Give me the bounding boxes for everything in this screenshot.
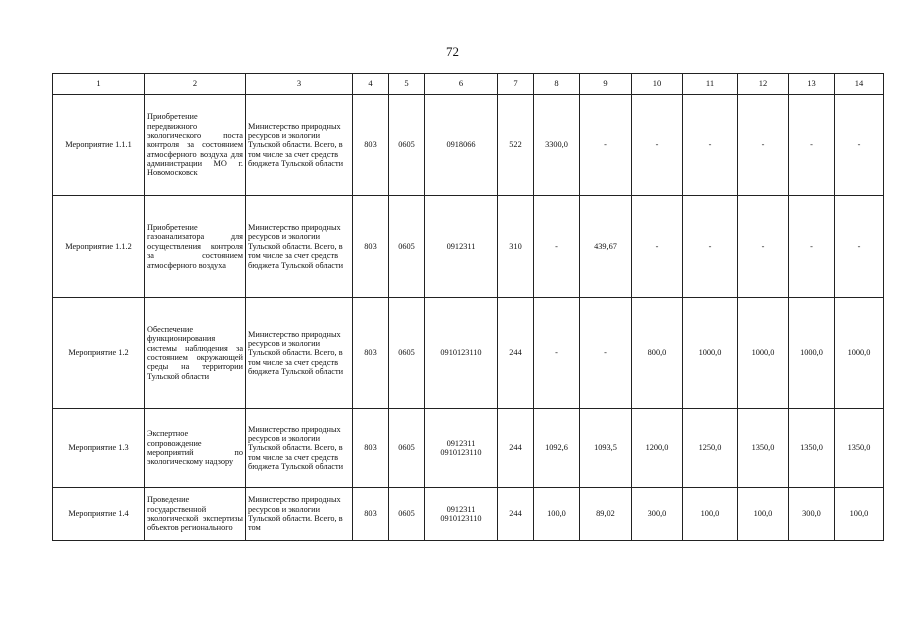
value-cell: 1250,0 (683, 409, 738, 488)
value-cell: 1350,0 (835, 409, 884, 488)
vr-code: 522 (498, 95, 534, 196)
value-cell: - (534, 298, 580, 409)
column-header: 12 (738, 74, 789, 95)
column-header: 1 (53, 74, 145, 95)
vr-code: 244 (498, 409, 534, 488)
column-header: 3 (246, 74, 353, 95)
page-number: 72 (446, 44, 459, 59)
event-description: Приобретение газоанализатора для осуществления контроля за состоянием атмосферного воздуха (145, 196, 246, 298)
value-cell: - (580, 298, 632, 409)
column-header: 2 (145, 74, 246, 95)
header-row (53, 74, 884, 95)
value-cell: - (835, 95, 884, 196)
rzpr-code: 0605 (389, 196, 425, 298)
value-cell: 300,0 (632, 488, 683, 541)
value-cell: 100,0 (835, 488, 884, 541)
value-cell: - (789, 95, 835, 196)
csr-code: 0912311 (425, 196, 498, 298)
table-row (53, 488, 884, 541)
column-header: 11 (683, 74, 738, 95)
value-cell: - (835, 196, 884, 298)
grbs-code: 803 (353, 409, 389, 488)
event-name: Мероприятие 1.3 (53, 409, 145, 488)
value-cell: 100,0 (738, 488, 789, 541)
value-cell: 89,02 (580, 488, 632, 541)
value-cell: 800,0 (632, 298, 683, 409)
rzpr-code: 0605 (389, 488, 425, 541)
value-cell: - (683, 196, 738, 298)
column-header: 5 (389, 74, 425, 95)
column-header: 14 (835, 74, 884, 95)
value-cell: - (789, 196, 835, 298)
grbs-code: 803 (353, 196, 389, 298)
value-cell: 1000,0 (835, 298, 884, 409)
event-description: Обеспечение функционирования системы наблюдения за состоянием окружающей среды на территории Тульской области (145, 298, 246, 409)
value-cell: 100,0 (534, 488, 580, 541)
value-cell: 1350,0 (738, 409, 789, 488)
column-header: 6 (425, 74, 498, 95)
value-cell: - (738, 95, 789, 196)
csr-code: 0910123110 (425, 298, 498, 409)
value-cell: 1092,6 (534, 409, 580, 488)
value-cell: 300,0 (789, 488, 835, 541)
value-cell: 1350,0 (789, 409, 835, 488)
table-row (53, 298, 884, 409)
executor: Министерство природных ресурсов и экологии Тульской области. Всего, в том числе за счет средств бюджета Тульской области (246, 196, 353, 298)
executor: Министерство природных ресурсов и экологии Тульской области. Всего, в том числе за счет средств бюджета Тульской области (246, 409, 353, 488)
value-cell: 439,67 (580, 196, 632, 298)
value-cell: 1093,5 (580, 409, 632, 488)
csr-code: 0912311 0910123110 (425, 409, 498, 488)
column-header: 13 (789, 74, 835, 95)
rzpr-code: 0605 (389, 95, 425, 196)
value-cell: - (683, 95, 738, 196)
value-cell: - (632, 95, 683, 196)
vr-code: 244 (498, 298, 534, 409)
value-cell: 1000,0 (738, 298, 789, 409)
value-cell: 1000,0 (789, 298, 835, 409)
event-description: Экспертное сопровождение мероприятий по экологическому надзору (145, 409, 246, 488)
value-cell: 100,0 (683, 488, 738, 541)
rzpr-code: 0605 (389, 298, 425, 409)
value-cell: 3300,0 (534, 95, 580, 196)
value-cell: - (534, 196, 580, 298)
vr-code: 244 (498, 488, 534, 541)
column-header: 8 (534, 74, 580, 95)
csr-code: 0912311 0910123110 (425, 488, 498, 541)
budget-table (52, 73, 884, 541)
event-description: Проведение государственной экологической экспертизы объектов регионального (145, 488, 246, 541)
column-header: 7 (498, 74, 534, 95)
event-name: Мероприятие 1.4 (53, 488, 145, 541)
value-cell: - (632, 196, 683, 298)
event-description: Приобретение передвижного экологического поста контроля за состоянием атмосферного воздуха для администрации МО г. Новомосковск (145, 95, 246, 196)
event-name: Мероприятие 1.1.2 (53, 196, 145, 298)
grbs-code: 803 (353, 95, 389, 196)
event-name: Мероприятие 1.2 (53, 298, 145, 409)
grbs-code: 803 (353, 298, 389, 409)
executor: Министерство природных ресурсов и экологии Тульской области. Всего, в том числе за счет средств бюджета Тульской области (246, 95, 353, 196)
column-header: 9 (580, 74, 632, 95)
executor: Министерство природных ресурсов и экологии Тульской области. Всего, в том (246, 488, 353, 541)
column-header: 10 (632, 74, 683, 95)
column-header: 4 (353, 74, 389, 95)
table-row (53, 196, 884, 298)
executor: Министерство природных ресурсов и экологии Тульской области. Всего, в том числе за счет средств бюджета Тульской области (246, 298, 353, 409)
value-cell: 1200,0 (632, 409, 683, 488)
table-row (53, 95, 884, 196)
value-cell: - (580, 95, 632, 196)
vr-code: 310 (498, 196, 534, 298)
rzpr-code: 0605 (389, 409, 425, 488)
table-row (53, 409, 884, 488)
value-cell: - (738, 196, 789, 298)
value-cell: 1000,0 (683, 298, 738, 409)
grbs-code: 803 (353, 488, 389, 541)
event-name: Мероприятие 1.1.1 (53, 95, 145, 196)
csr-code: 0918066 (425, 95, 498, 196)
